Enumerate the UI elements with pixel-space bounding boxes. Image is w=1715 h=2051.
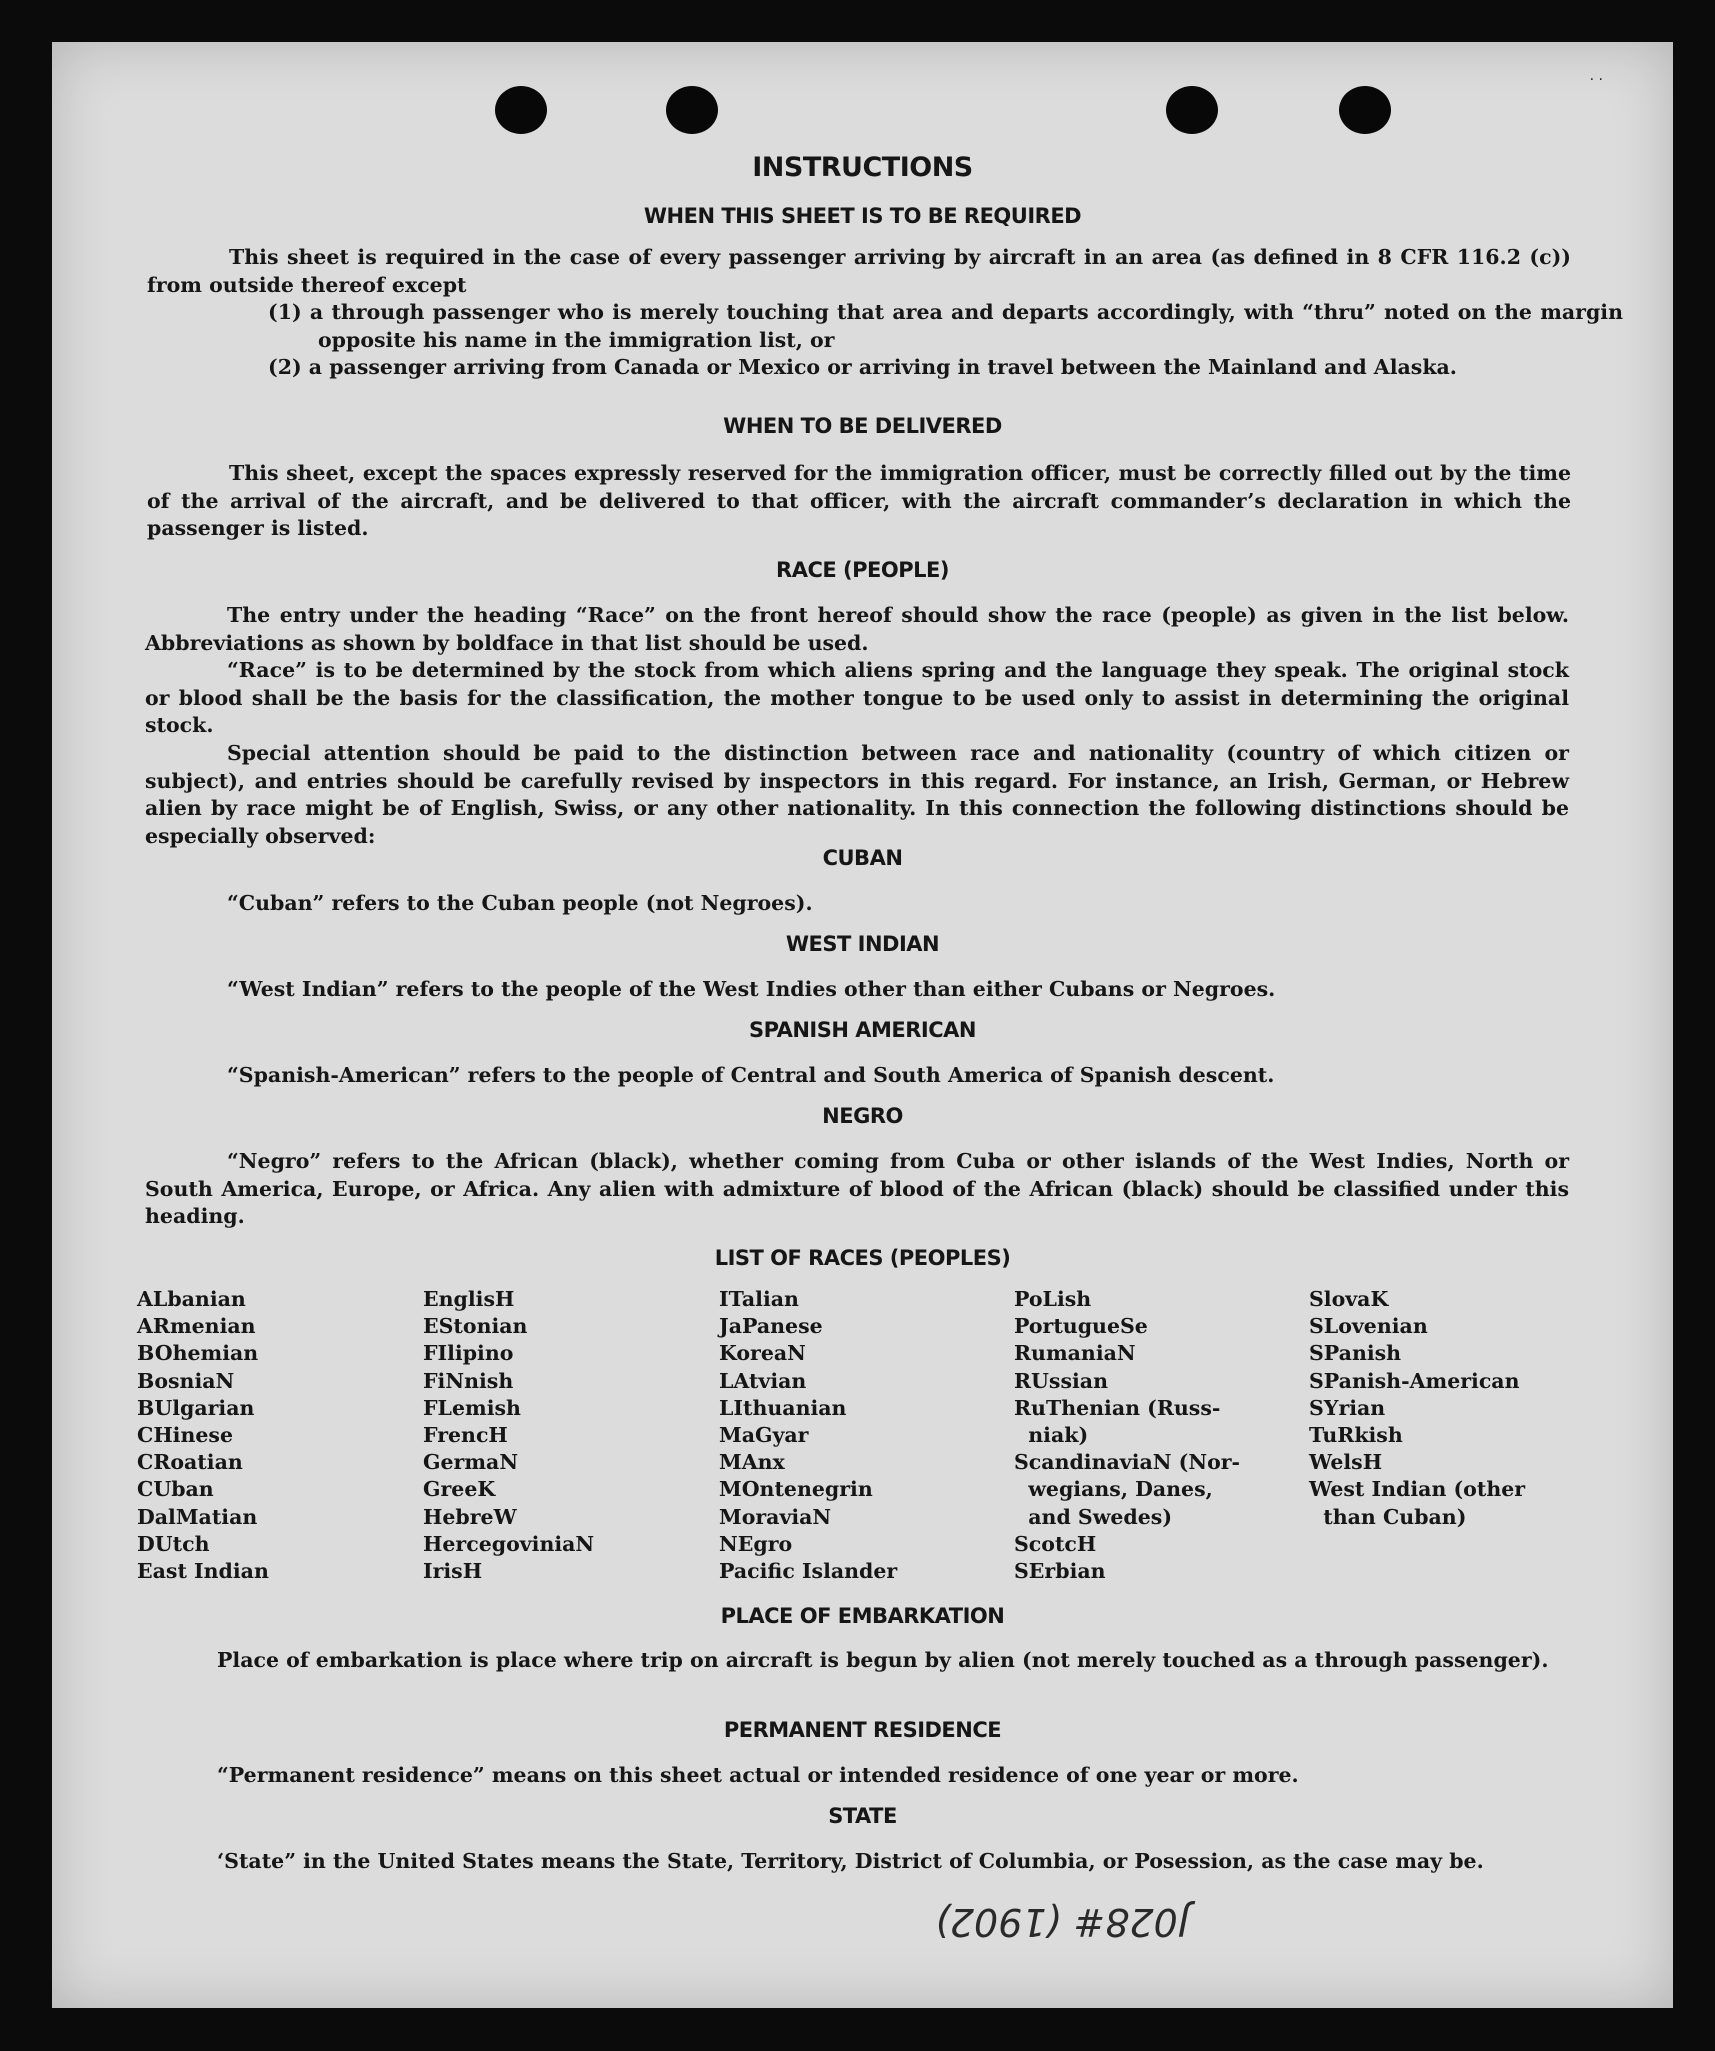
- negro-text: “Negro” refers to the African (black), whether coming from Cuba or other islands of the West Indies, North or South America, Europe, or Africa. Any alien with admixture of blood of the African (black) should be classified under this heading.: [145, 1149, 1569, 1228]
- race-entry: ARmenian: [137, 1314, 256, 1339]
- race-entry: PoLish: [1014, 1287, 1092, 1311]
- race-entry: LIthuanian: [719, 1395, 847, 1420]
- race-entry: FrencH: [423, 1423, 508, 1448]
- race-entry: GreeK: [423, 1477, 496, 1502]
- punch-hole: [1339, 86, 1391, 134]
- race-entry: SErbian: [1014, 1559, 1106, 1584]
- race-entry: MOntenegrin: [719, 1477, 873, 1502]
- race-entry: West Indian (other: [1309, 1477, 1526, 1502]
- race-entry: BUlgarian: [137, 1395, 255, 1420]
- race-entry: EnglisH: [423, 1287, 515, 1311]
- race-entry: SYrian: [1309, 1395, 1386, 1420]
- document-sheet: [52, 42, 1673, 2008]
- section-heading-negro: NEGRO: [822, 1104, 903, 1128]
- punch-hole: [1166, 86, 1218, 134]
- section-heading-when-required: WHEN THIS SHEET IS TO BE REQUIRED: [643, 204, 1082, 228]
- race-entry: RumaniaN: [1014, 1341, 1136, 1366]
- race-entry: WelsH: [1309, 1450, 1383, 1475]
- race-entry: BOhemian: [137, 1341, 259, 1366]
- race-entry: CUban: [137, 1477, 214, 1502]
- section-heading-spanish-american: SPANISH AMERICAN: [749, 1018, 976, 1042]
- section-heading-list-of-races: LIST OF RACES (PEOPLES): [714, 1246, 1011, 1270]
- race-entry: HercegoviniaN: [423, 1531, 595, 1556]
- races-column-3: [719, 1286, 897, 1585]
- races-column-4: [1014, 1286, 1240, 1585]
- race-entry: LAtvian: [719, 1368, 807, 1393]
- exception-item-1: (1) a through passenger who is merely touching that area and departs accordingly, with “thru” noted on the margin opposite his name in the immigration list, or: [268, 300, 1623, 352]
- race-entry: KoreaN: [719, 1341, 806, 1366]
- race-entry: ScotcH: [1014, 1531, 1097, 1556]
- exception-item-2: (2) a passenger arriving from Canada or Mexico or arriving in travel between the Mainland and Alaska.: [268, 355, 1457, 379]
- race-paragraph-2: “Race” is to be determined by the stock from which aliens spring and the language they speak. The original stock or blood shall be the basis for the classification, the mother tongue to be used only to assist in determining the original stock.: [145, 658, 1569, 737]
- handwritten-number: J028# (1902): [935, 1900, 1190, 1944]
- race-entry: FLemish: [423, 1395, 521, 1420]
- race-entry: DalMatian: [137, 1504, 258, 1529]
- race-entry: and Swedes): [1014, 1504, 1173, 1529]
- race-entry: East Indian: [137, 1559, 269, 1584]
- spanish-american-text: “Spanish-American” refers to the people of Central and South America of Spanish descent.: [227, 1063, 1275, 1087]
- race-entry: niak): [1014, 1423, 1089, 1448]
- race-entry: than Cuban): [1309, 1504, 1467, 1529]
- races-column-5: [1309, 1286, 1525, 1531]
- section-heading-when-delivered: WHEN TO BE DELIVERED: [723, 414, 1002, 438]
- races-column-1: [137, 1286, 269, 1585]
- race-entry: RuThenian (Russ-: [1014, 1395, 1221, 1420]
- race-entry: FIlipino: [423, 1341, 514, 1366]
- race-entry: CHinese: [137, 1423, 234, 1448]
- embarkation-text: Place of embarkation is place where trip on aircraft is begun by alien (not merely touched as a through passenger).: [217, 1648, 1549, 1672]
- section-heading-west-indian: WEST INDIAN: [785, 932, 940, 956]
- race-entry: HebreW: [423, 1504, 517, 1529]
- punch-hole: [495, 86, 547, 134]
- race-entry: EStonian: [423, 1314, 528, 1339]
- race-entry: ALbanian: [137, 1287, 246, 1311]
- race-entry: ITalian: [719, 1287, 799, 1311]
- race-entry: ScandinaviaN (Nor-: [1014, 1450, 1241, 1475]
- section-heading-state: STATE: [828, 1804, 897, 1828]
- race-entry: DUtch: [137, 1531, 210, 1556]
- race-entry: SLovenian: [1309, 1314, 1428, 1339]
- race-entry: BosniaN: [137, 1368, 235, 1393]
- when-required-text: This sheet is required in the case of every passenger arriving by aircraft in an area (as defined in 8 CFR 116.2 (c)) from outside thereof except: [147, 245, 1571, 297]
- state-text: ‘State” in the United States means the State, Territory, District of Columbia, or Posession, as the case may be.: [217, 1849, 1484, 1873]
- race-entry: PortugueSe: [1014, 1314, 1148, 1339]
- race-entry: JaPanese: [719, 1314, 823, 1339]
- races-column-2: [423, 1286, 594, 1585]
- races-list: [137, 1286, 1637, 1606]
- race-entry: SPanish-American: [1309, 1368, 1520, 1393]
- race-entry: TuRkish: [1309, 1423, 1403, 1448]
- race-entry: SPanish: [1309, 1341, 1402, 1366]
- race-entry: NEgro: [719, 1531, 793, 1556]
- race-paragraph-1: The entry under the heading “Race” on the front hereof should show the race (people) as given in the list below. Abbreviations as shown by boldface in that list should be used.: [145, 603, 1569, 655]
- punch-hole: [666, 86, 718, 134]
- west-indian-text: “West Indian” refers to the people of the West Indies other than either Cubans or Negroes.: [227, 977, 1276, 1001]
- race-entry: MAnx: [719, 1450, 785, 1475]
- residence-text: “Permanent residence” means on this sheet actual or intended residence of one year or more.: [217, 1763, 1299, 1787]
- race-entry: MoraviaN: [719, 1504, 832, 1529]
- race-entry: wegians, Danes,: [1014, 1477, 1213, 1502]
- section-heading-race: RACE (PEOPLE): [776, 558, 949, 582]
- race-entry: FiNnish: [423, 1368, 514, 1393]
- race-entry: CRoatian: [137, 1450, 243, 1475]
- race-entry: MaGyar: [719, 1423, 809, 1448]
- race-paragraph-3: Special attention should be paid to the distinction between race and nationality (country of which citizen or subject), and entries should be carefully revised by inspectors in this regard. For instance, an Irish, German, or Hebrew alien by race might be of English, Swiss, or any other nationality. In this connection the following distinctions should be especially observed:: [145, 741, 1569, 848]
- race-entry: RUssian: [1014, 1368, 1108, 1393]
- page-title: INSTRUCTIONS: [752, 152, 973, 183]
- race-entry: Pacific Islander: [719, 1559, 898, 1584]
- corner-mark: · ·: [1589, 72, 1603, 88]
- when-delivered-text: This sheet, except the spaces expressly reserved for the immigration officer, must be correctly filled out by the time of the arrival of the aircraft, and be delivered to that officer, with the aircraft commander’s declaration in which the passenger is listed.: [147, 461, 1571, 540]
- section-heading-residence: PERMANENT RESIDENCE: [723, 1718, 1002, 1742]
- race-entry: IrisH: [423, 1559, 483, 1584]
- race-entry: GermaN: [423, 1450, 519, 1475]
- cuban-text: “Cuban” refers to the Cuban people (not Negroes).: [227, 891, 813, 915]
- race-entry: SlovaK: [1309, 1287, 1389, 1311]
- section-heading-embarkation: PLACE OF EMBARKATION: [720, 1604, 1005, 1628]
- section-heading-cuban: CUBAN: [822, 846, 903, 870]
